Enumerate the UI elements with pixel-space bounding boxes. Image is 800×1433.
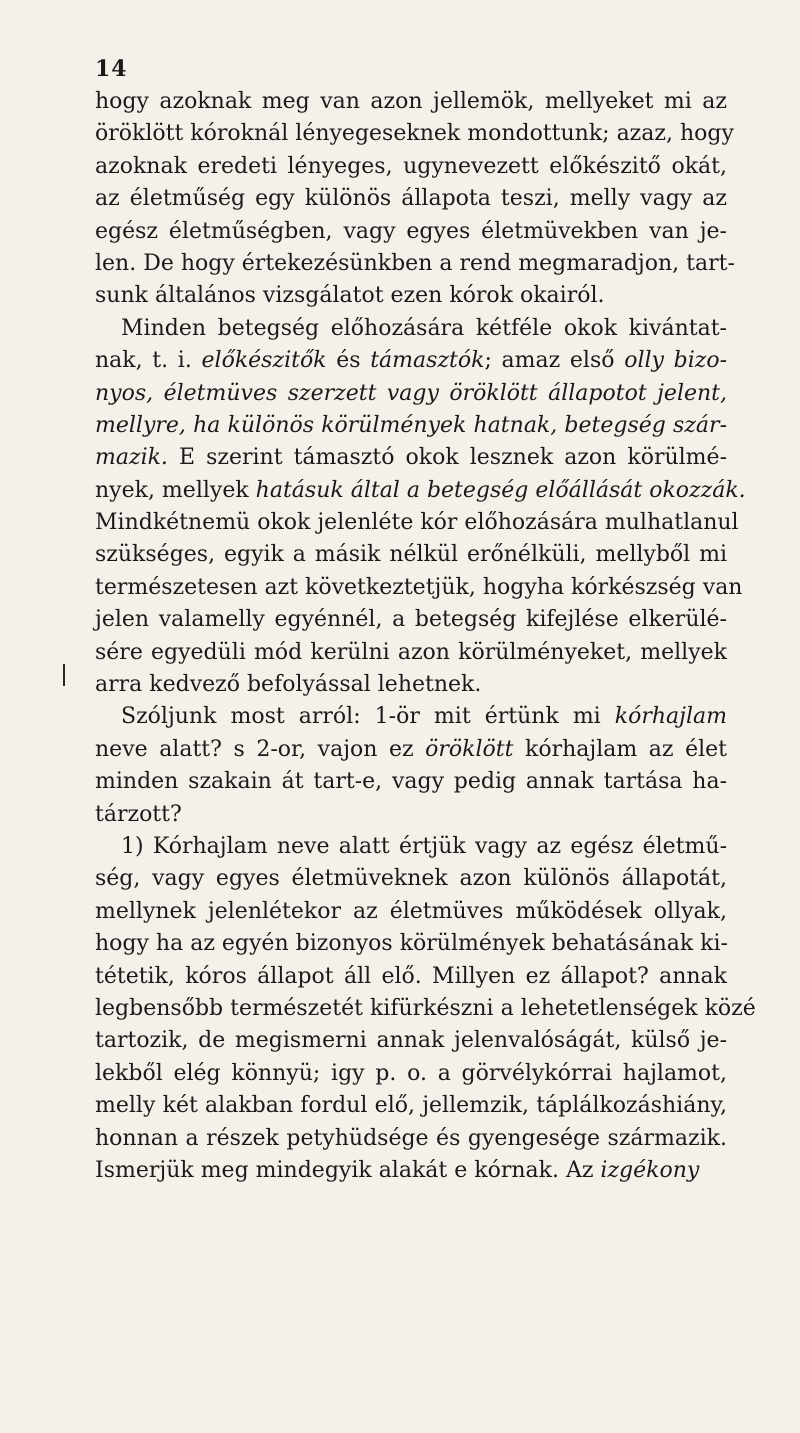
page-number: 14: [95, 56, 128, 82]
text-line: [95, 1123, 727, 1155]
text-line: [95, 734, 727, 766]
text-line: [95, 1155, 727, 1187]
text-line: [95, 863, 727, 895]
text-segment: arra kedvező befolyással lehetnek.: [95, 672, 482, 698]
italic-text: előkészitők: [201, 348, 327, 374]
text-line: [95, 248, 735, 280]
text-segment: az életműség egy különös állapota teszi, melly vagy az: [95, 186, 727, 212]
text-segment: lekből elég könnyü; igy p. o. a görvélykórrai hajlamot,: [95, 1060, 727, 1086]
text-line: [95, 766, 727, 798]
text-line: [95, 993, 756, 1025]
text-segment: legbensőbb természetét kifürkészni a lehetetlenségek közé: [95, 995, 756, 1021]
text-segment: kórhajlam az élet: [513, 736, 727, 762]
text-line: [95, 86, 727, 118]
text-segment: jelen valamelly egyénnél, a betegség kifejlése elkerülé-: [95, 607, 727, 633]
text-line: [95, 475, 746, 507]
text-segment: egész életműségben, vagy egyes életmüvekben van je-: [95, 218, 727, 244]
text-line: [95, 216, 727, 248]
text-segment: nyek, mellyek: [95, 477, 256, 503]
italic-text: nyos, életmüves szerzett vagy öröklött állapotot jelent,: [95, 380, 727, 406]
italic-text: mazik.: [95, 445, 168, 471]
italic-text: hatásuk által a betegség előállását okozzák.: [255, 477, 746, 503]
text-segment: Minden betegség előhozására kétféle okok kivántat-: [121, 315, 727, 341]
text-line: [95, 669, 727, 701]
text-line: [95, 1058, 727, 1090]
text-line: [95, 572, 743, 604]
text-line: [95, 280, 727, 312]
text-line: [95, 637, 727, 669]
text-segment: Ismerjük meg mindegyik alakát e kórnak. Az: [95, 1157, 601, 1183]
text-segment: minden szakain át tart-e, vagy pedig annak tartása ha-: [95, 769, 727, 795]
text-segment: Szóljunk most arról: 1-ör mit értünk mi: [121, 704, 615, 730]
text-line: [95, 1090, 727, 1122]
italic-text: kórhajlam: [614, 704, 727, 730]
text-line: [95, 507, 739, 539]
text-line: [95, 604, 727, 636]
text-line: [95, 345, 727, 377]
text-line: [95, 799, 727, 831]
text-segment: ség, vagy egyes életmüveknek azon különös állapotát,: [95, 866, 727, 892]
text-segment: hogy azoknak meg van azon jellemök, mellyeket mi az: [95, 89, 727, 114]
text-segment: szükséges, egyik a másik nélkül erőnélküli, mellyből mi: [95, 542, 727, 568]
text-line: [95, 118, 734, 150]
text-segment: neve alatt? s 2-or, vajon ez: [95, 736, 426, 762]
italic-text: olly bizo-: [624, 348, 728, 374]
text-line: [95, 1025, 727, 1057]
text-line: [95, 410, 727, 442]
text-segment: hogy ha az egyén bizonyos körülmények behatásának ki-: [95, 931, 728, 957]
margin-mark: [63, 664, 65, 686]
text-segment: öröklött kóroknál lényegeseknek mondottunk; azaz, hogy: [95, 121, 734, 147]
italic-text: támasztók: [370, 348, 485, 374]
text-segment: tárzott?: [95, 801, 182, 827]
text-line: [95, 701, 727, 733]
text-segment: len. De hogy értekezésünkben a rend megmaradjon, tart-: [95, 250, 735, 276]
text-segment: melly két alakban fordul elő, jellemzik, táplálkozáshiány,: [95, 1093, 727, 1119]
text-segment: sére egyedüli mód kerülni azon körülményeket, mellyek: [95, 639, 727, 665]
text-segment: ; amaz első: [484, 348, 625, 374]
text-line: [95, 961, 727, 993]
text-line: [95, 896, 727, 928]
italic-text: izgékony: [600, 1157, 700, 1183]
italic-text: mellyre, ha különös körülmények hatnak, betegség szár-: [95, 412, 727, 438]
text-line: [95, 831, 727, 863]
text-segment: tétetik, kóros állapot áll elő. Millyen ez állapot? annak: [95, 963, 727, 989]
body-text: [95, 86, 756, 1187]
text-segment: és: [326, 348, 371, 374]
text-segment: E szerint támasztó okok lesznek azon körülmé-: [167, 445, 727, 471]
text-segment: azoknak eredeti lényeges, ugynevezett előkészitő okát,: [95, 153, 727, 179]
text-segment: Mindkétnemü okok jelenléte kór előhozására mulhatlanul: [95, 510, 739, 536]
text-line: [95, 442, 727, 474]
text-line: [95, 151, 727, 183]
italic-text: öröklött: [425, 736, 514, 762]
text-segment: nak, t. i.: [95, 348, 202, 374]
text-line: [95, 378, 727, 410]
text-line: [95, 313, 727, 345]
text-line: [95, 928, 727, 960]
text-segment: sunk általános vizsgálatot ezen kórok okairól.: [95, 283, 605, 309]
text-line: [95, 539, 727, 571]
text-segment: tartozik, de megismerni annak jelenvalóságát, külső je-: [95, 1028, 727, 1054]
text-line: [95, 183, 727, 215]
text-segment: honnan a részek petyhüdsége és gyengesége származik.: [95, 1125, 727, 1151]
text-segment: mellynek jelenlétekor az életmüves működések ollyak,: [95, 898, 727, 924]
text-segment: 1) Kórhajlam neve alatt értjük vagy az egész életmű-: [121, 833, 727, 859]
text-segment: természetesen azt következtetjük, hogyha kórkészség van: [95, 574, 743, 600]
